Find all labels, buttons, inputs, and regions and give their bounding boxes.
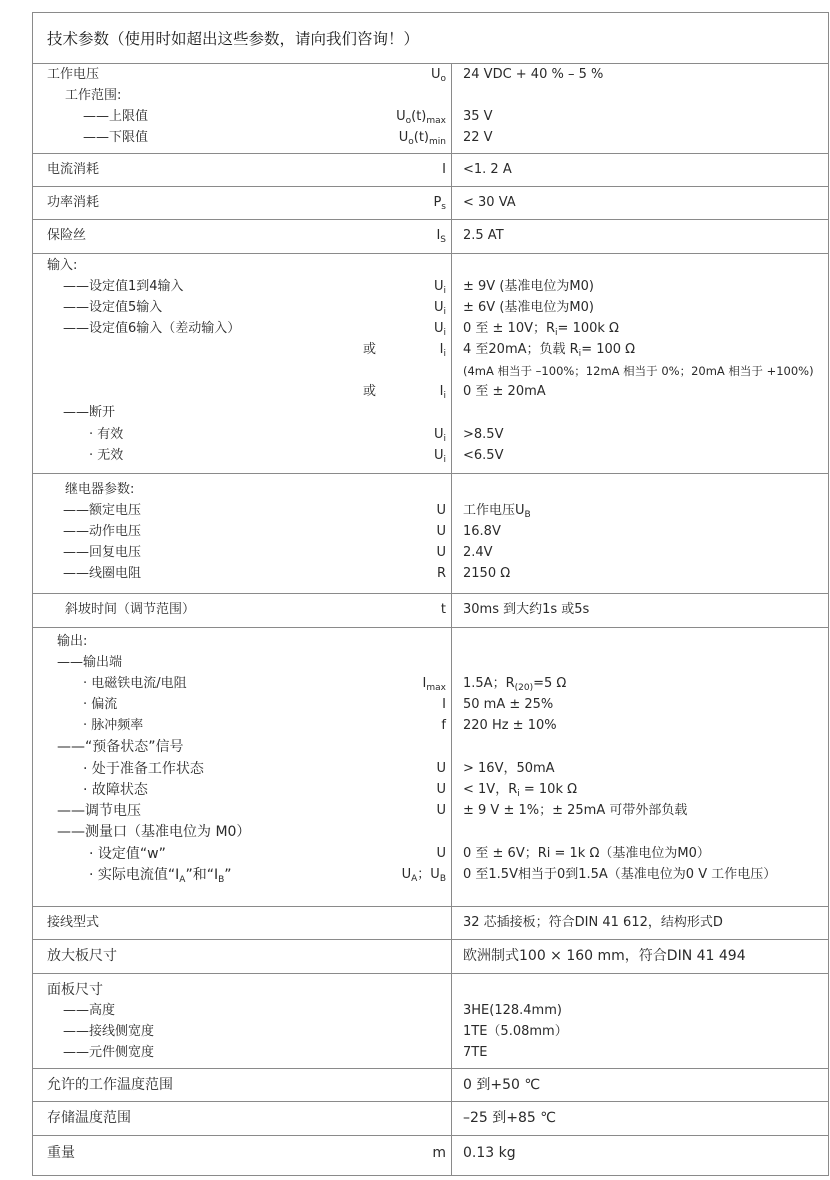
panel-wiring-width-value: 1TE（5.08mm） bbox=[463, 1024, 568, 1039]
storage-temp-value: –25 到+85 ℃ bbox=[463, 1110, 556, 1126]
output-pulse-symbol: f bbox=[441, 718, 446, 733]
relay-rated-value: 工作电压$U_B$ bbox=[463, 503, 531, 520]
input-break-label: ——断开 bbox=[63, 405, 116, 420]
input-invalid-symbol: $U_i$ bbox=[433, 448, 446, 465]
row-divider bbox=[33, 627, 828, 628]
ramp-label: 斜坡时间（调节范围） bbox=[65, 602, 196, 617]
output-coil-value: 1.5A；$R_{(20)}=5$ Ω bbox=[463, 676, 567, 693]
output-work-label: · 处于准备工作状态 bbox=[83, 761, 204, 777]
wiring-value: 32 芯插接板；符合DIN 41 612，结构形式D bbox=[463, 915, 723, 930]
relay-release-value: 2.4V bbox=[463, 545, 493, 560]
output-pulse-label: · 脉冲频率 bbox=[83, 718, 144, 733]
output-fault-label: · 故障状态 bbox=[83, 782, 148, 798]
input-setpoint-1-4-label: ——设定值1到4输入 bbox=[63, 279, 184, 294]
board-value: 欧洲制式100 × 160 mm，符合DIN 41 494 bbox=[463, 948, 746, 964]
weight-symbol: m bbox=[432, 1145, 446, 1161]
relay-coil-label: ——线圈电阻 bbox=[63, 566, 142, 581]
voltage-lower-label: ——下限值 bbox=[83, 130, 149, 145]
op-temp-label: 允许的工作温度范围 bbox=[47, 1077, 173, 1093]
output-work-value: > 16V，50mA bbox=[463, 761, 555, 776]
input-setpoint-6-value: 0 至 ± 10V；$R_i= 100k$ Ω bbox=[463, 321, 619, 338]
panel-height-value: 3HE(128.4mm) bbox=[463, 1003, 562, 1018]
output-actual-label: · 实际电流值“$I_A$”和“$I_B$” bbox=[89, 867, 232, 885]
current-label: 电流消耗 bbox=[47, 162, 100, 177]
voltage-range-label: 工作范围: bbox=[65, 88, 122, 103]
current-symbol: I bbox=[442, 162, 446, 177]
current-value: <1. 2 A bbox=[463, 162, 512, 177]
row-divider bbox=[33, 473, 828, 474]
input-invalid-value: <6.5V bbox=[463, 448, 504, 463]
power-value: < 30 VA bbox=[463, 195, 516, 210]
relay-rated-label: ——额定电压 bbox=[63, 503, 142, 518]
output-adjust-label: ——调节电压 bbox=[57, 803, 141, 819]
storage-temp-label: 存储温度范围 bbox=[47, 1110, 131, 1126]
output-coil-symbol: $I_{max}$ bbox=[422, 676, 446, 693]
input-invalid-label: · 无效 bbox=[89, 448, 124, 463]
row-divider bbox=[33, 906, 828, 907]
wiring-label: 接线型式 bbox=[47, 915, 100, 930]
relay-pickup-symbol: U bbox=[436, 524, 446, 539]
output-setpoint-value: 0 至 ± 6V；Ri = 1k Ω（基准电位为M0） bbox=[463, 846, 710, 861]
output-setpoint-symbol: U bbox=[436, 846, 446, 861]
weight-value: 0.13 kg bbox=[463, 1145, 516, 1161]
ramp-value: 30ms 到大约1s 或5s bbox=[463, 602, 590, 617]
output-adjust-value: ± 9 V ± 1%；± 25mA 可带外部负载 bbox=[463, 803, 688, 818]
input-current-note: (4mA 相当于 –100%；12mA 相当于 0%；20mA 相当于 +100%) bbox=[463, 364, 814, 378]
relay-coil-value: 2150 Ω bbox=[463, 566, 511, 581]
relay-pickup-value: 16.8V bbox=[463, 524, 501, 539]
output-bias-symbol: I bbox=[442, 697, 446, 712]
input-setpoint-6-label: ——设定值6输入（差动输入） bbox=[63, 321, 241, 336]
input-valid-label: · 有效 bbox=[89, 427, 124, 442]
op-temp-value: 0 到+50 ℃ bbox=[463, 1077, 541, 1093]
row-divider bbox=[33, 153, 828, 154]
panel-wiring-width-label: ——接线侧宽度 bbox=[63, 1024, 155, 1039]
output-fault-symbol: U bbox=[436, 782, 446, 797]
row-divider bbox=[33, 253, 828, 254]
row-divider bbox=[33, 973, 828, 974]
output-label: 输出: bbox=[57, 634, 88, 649]
row-divider bbox=[33, 593, 828, 594]
relay-rated-symbol: U bbox=[436, 503, 446, 518]
input-or-1-symbol: $I_i$ bbox=[439, 342, 446, 359]
voltage-value: 24 VDC + 40 % – 5 % bbox=[463, 67, 604, 82]
input-label: 输入: bbox=[47, 258, 78, 273]
input-or-1: 或 bbox=[363, 342, 377, 357]
fuse-label: 保险丝 bbox=[47, 228, 87, 243]
weight-label: 重量 bbox=[47, 1145, 75, 1161]
board-label: 放大板尺寸 bbox=[47, 948, 117, 964]
voltage-label: 工作电压 bbox=[47, 67, 100, 82]
row-divider bbox=[33, 939, 828, 940]
input-setpoint-1-4-value: ± 9V (基准电位为M0) bbox=[463, 279, 594, 294]
power-label: 功率消耗 bbox=[47, 195, 100, 210]
panel-component-width-label: ——元件侧宽度 bbox=[63, 1045, 155, 1060]
input-setpoint-5-symbol: $U_i$ bbox=[433, 300, 446, 317]
power-symbol: $P_s$ bbox=[433, 195, 446, 212]
voltage-upper-symbol: $U_o(t)_{max}$ bbox=[396, 109, 446, 126]
row-divider bbox=[33, 1135, 828, 1136]
output-pulse-value: 220 Hz ± 10% bbox=[463, 718, 557, 733]
voltage-lower-symbol: $U_o(t)_{min}$ bbox=[398, 130, 446, 147]
output-work-symbol: U bbox=[436, 761, 446, 776]
row-divider bbox=[33, 219, 828, 220]
row-divider bbox=[33, 1101, 828, 1102]
relay-label: 继电器参数: bbox=[65, 482, 135, 497]
voltage-upper-label: ——上限值 bbox=[83, 109, 149, 124]
ramp-symbol: t bbox=[440, 602, 446, 617]
panel-component-width-value: 7TE bbox=[463, 1045, 488, 1060]
fuse-symbol: $I_S$ bbox=[436, 228, 446, 245]
output-actual-value: 0 至1.5V相当于0到1.5A（基准电位为0 V 工作电压） bbox=[463, 867, 777, 882]
input-setpoint-5-value: ± 6V (基准电位为M0) bbox=[463, 300, 594, 315]
input-or-1-value: 4 至20mA；负载 $R_i= 100$ Ω bbox=[463, 342, 636, 359]
relay-coil-symbol: R bbox=[436, 566, 446, 581]
input-setpoint-5-label: ——设定值5输入 bbox=[63, 300, 163, 315]
input-or-2-value: 0 至 ± 20mA bbox=[463, 384, 546, 399]
input-or-2-symbol: $I_i$ bbox=[439, 384, 446, 401]
panel-label: 面板尺寸 bbox=[47, 982, 103, 998]
relay-release-symbol: U bbox=[436, 545, 446, 560]
output-coil-label: · 电磁铁电流/电阻 bbox=[83, 676, 187, 691]
table-header bbox=[33, 13, 828, 64]
relay-release-label: ——回复电压 bbox=[63, 545, 142, 560]
panel-height-label: ——高度 bbox=[63, 1003, 116, 1018]
column-divider bbox=[451, 63, 452, 1175]
input-setpoint-6-symbol: $U_i$ bbox=[433, 321, 446, 338]
input-or-2: 或 bbox=[363, 384, 377, 399]
input-valid-value: >8.5V bbox=[463, 427, 504, 442]
relay-pickup-label: ——动作电压 bbox=[63, 524, 142, 539]
table-title: 技术参数（使用时如超出这些参数，请向我们咨询！） bbox=[47, 30, 420, 48]
voltage-upper-value: 35 V bbox=[463, 109, 493, 124]
output-fault-value: < 1V，$R_i = 10k$ Ω bbox=[463, 782, 578, 799]
input-setpoint-1-4-symbol: $U_i$ bbox=[433, 279, 446, 296]
output-bias-label: · 偏流 bbox=[83, 697, 118, 712]
output-actual-symbol: $U_A$；$U_B$ bbox=[401, 867, 446, 884]
fuse-value: 2.5 AT bbox=[463, 228, 504, 243]
voltage-lower-value: 22 V bbox=[463, 130, 493, 145]
output-adjust-symbol: U bbox=[436, 803, 446, 818]
row-divider bbox=[33, 1068, 828, 1069]
output-ready-label: ——“预备状态”信号 bbox=[57, 739, 184, 755]
output-end-label: ——输出端 bbox=[57, 655, 123, 670]
output-setpoint-label: · 设定值“w” bbox=[89, 846, 166, 862]
output-measure-label: ——测量口（基准电位为 M0） bbox=[57, 824, 251, 840]
technical-parameters-table bbox=[32, 12, 829, 1176]
input-valid-symbol: $U_i$ bbox=[433, 427, 446, 444]
row-divider bbox=[33, 186, 828, 187]
voltage-symbol: $U_o$ bbox=[430, 67, 446, 84]
output-bias-value: 50 mA ± 25% bbox=[463, 697, 554, 712]
